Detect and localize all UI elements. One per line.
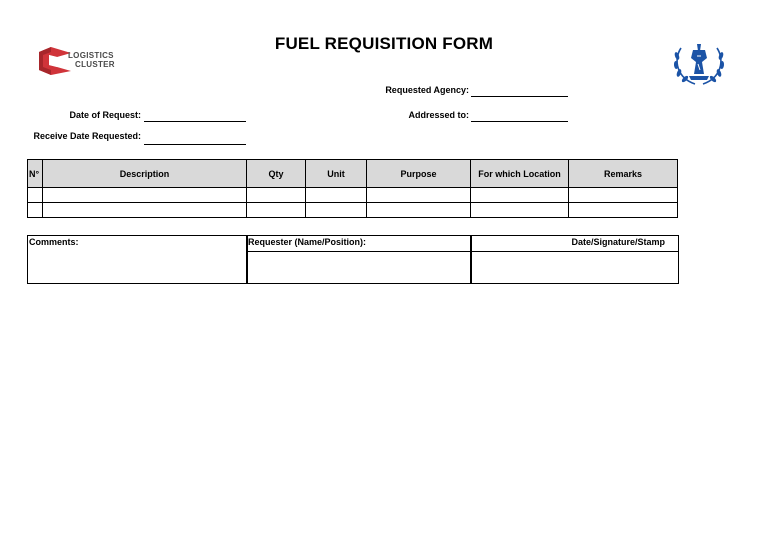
requested-agency-field[interactable]	[471, 96, 568, 97]
table-cell-location[interactable]	[471, 188, 569, 203]
table-cell-unit[interactable]	[306, 188, 367, 203]
requested-agency-label: Requested Agency:	[385, 85, 469, 95]
requester-label: Requester (Name/Position):	[248, 237, 367, 247]
fuel-items-table	[27, 159, 678, 218]
requester-input-box[interactable]	[246, 251, 472, 284]
signature-input-box[interactable]	[470, 251, 679, 284]
table-cell-purpose[interactable]	[367, 188, 471, 203]
table-header-row	[28, 160, 678, 188]
column-header-number: N°	[28, 160, 43, 188]
addressed-to-label: Addressed to:	[408, 110, 469, 120]
requester-header-box	[246, 235, 472, 252]
column-header-purpose: Purpose	[367, 160, 471, 188]
logo-text-line2: CLUSTER	[75, 60, 115, 69]
signature-header-box	[470, 235, 679, 252]
table-row	[28, 188, 678, 203]
column-header-qty: Qty	[247, 160, 306, 188]
page-title: FUEL REQUISITION FORM	[274, 34, 494, 53]
receive-date-field[interactable]	[144, 144, 246, 145]
receive-date-label: Receive Date Requested:	[33, 131, 141, 141]
table-cell-number[interactable]	[28, 203, 43, 218]
column-header-remarks: Remarks	[569, 160, 678, 188]
table-cell-description[interactable]	[43, 188, 247, 203]
table-cell-location[interactable]	[471, 203, 569, 218]
un-emblem-icon	[671, 40, 727, 88]
comments-box[interactable]	[27, 235, 248, 284]
table-cell-qty[interactable]	[247, 188, 306, 203]
table-cell-description[interactable]	[43, 203, 247, 218]
table-cell-remarks[interactable]	[569, 203, 678, 218]
date-of-request-label: Date of Request:	[69, 110, 141, 120]
column-header-location: For which Location	[471, 160, 569, 188]
table-cell-unit[interactable]	[306, 203, 367, 218]
table-cell-qty[interactable]	[247, 203, 306, 218]
date-of-request-field[interactable]	[144, 121, 246, 122]
column-header-description: Description	[43, 160, 247, 188]
table-cell-number[interactable]	[28, 188, 43, 203]
table-row	[28, 203, 678, 218]
addressed-to-field[interactable]	[471, 121, 568, 122]
table-cell-remarks[interactable]	[569, 188, 678, 203]
logo-text-line1: LOGISTICS	[68, 51, 114, 60]
column-header-unit: Unit	[306, 160, 367, 188]
signature-label: Date/Signature/Stamp	[571, 237, 665, 247]
table-cell-purpose[interactable]	[367, 203, 471, 218]
comments-label: Comments:	[29, 237, 79, 247]
